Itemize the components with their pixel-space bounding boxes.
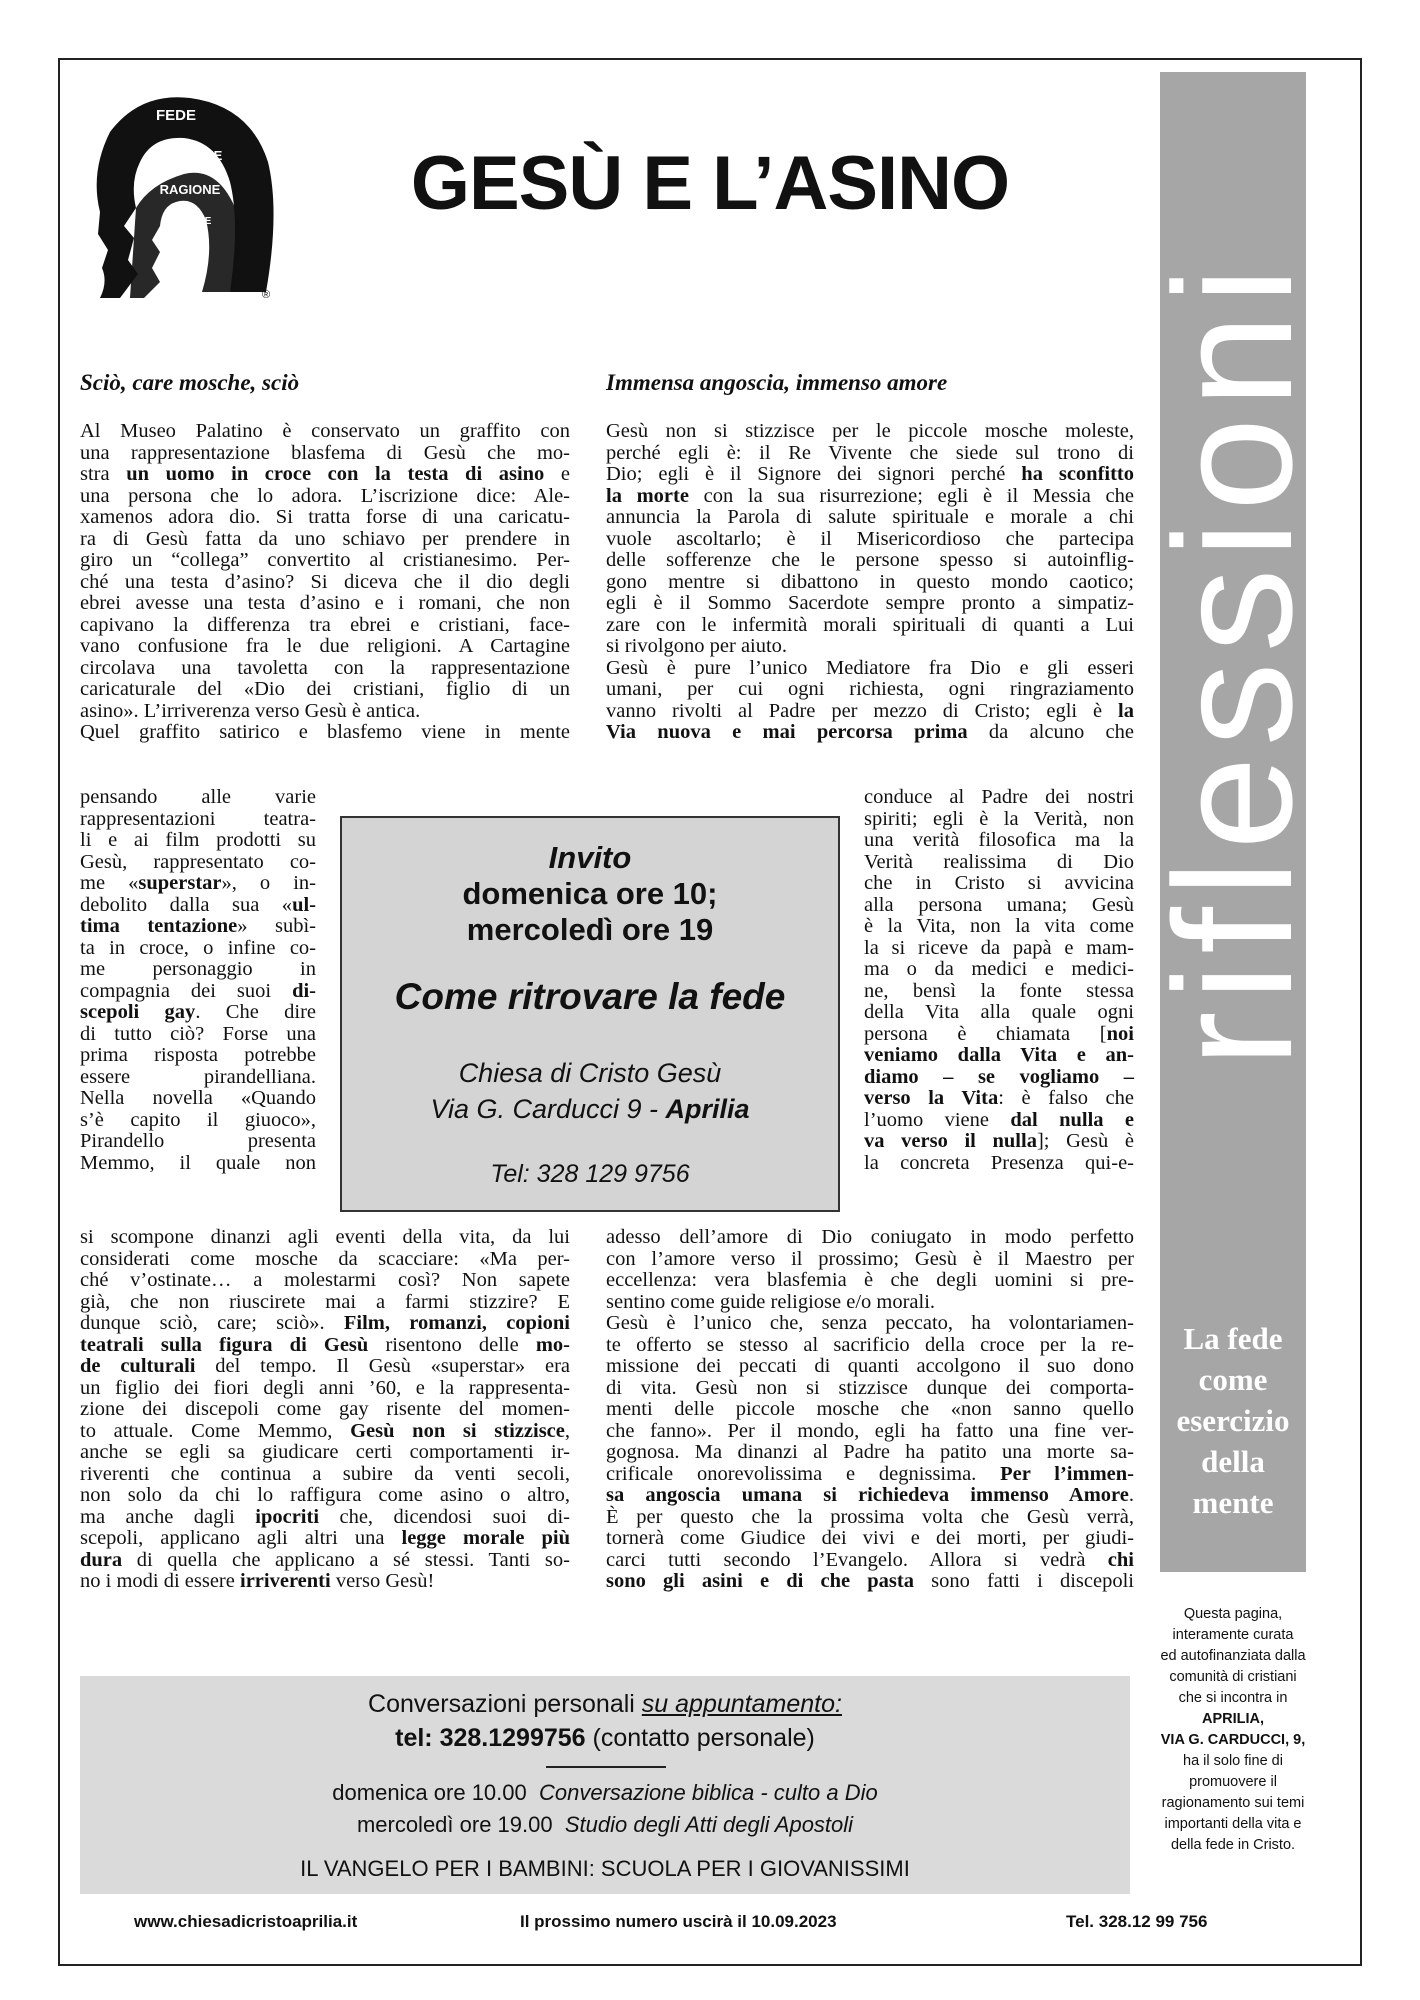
text-run: vanno rivolti al Padre per mezzo di Cristo; egli è <box>606 699 1119 722</box>
note-line: VIA G. CARDUCCI, 9, <box>1160 1732 1306 1748</box>
text-run: . <box>1128 1484 1134 1506</box>
text-run: persona è chiamata [ <box>864 1022 1107 1045</box>
text-line <box>80 1335 570 1357</box>
text-line: delle sofferenze che le persone spesso si autoinflig- <box>606 549 1134 571</box>
text-line: vuole ascoltarlo; è il Misericordioso che partecipa <box>606 527 1134 550</box>
text-line: circolava una tavoletta con la rappresentazione <box>80 656 570 679</box>
bold-run: va verso il nulla <box>864 1130 1037 1152</box>
text-run: risentono delle <box>368 1333 536 1356</box>
text-line <box>80 1507 570 1529</box>
right-article-heading: Immensa angoscia, immenso amore <box>606 370 948 395</box>
text-line: È per questo che la prossima volta che Gesù verrà, <box>606 1505 1134 1528</box>
text-line: Pirandello presenta <box>80 1130 316 1152</box>
footer-phone: Tel. 328.12 99 756 <box>1066 1912 1208 1931</box>
sidebar-vertical-word <box>1139 72 1327 1252</box>
text-run: dunque sciò, care; sciò». <box>80 1312 344 1334</box>
logo-word-4: FEDE <box>184 216 212 227</box>
right-article-narrow <box>864 787 1134 1174</box>
bold-run: sono gli asini e di che pasta <box>606 1570 914 1592</box>
note-line: Questa pagina, <box>1183 1606 1283 1622</box>
text-run: no i modi di essere <box>80 1570 240 1592</box>
text-line: zione dei discepoli come gay risente del momen- <box>80 1398 570 1420</box>
registered-mark: ® <box>261 289 271 301</box>
text-line <box>606 1464 1134 1486</box>
left-article-narrow <box>80 787 316 1174</box>
schedule-time: domenica ore 10.00 <box>332 1780 527 1805</box>
text-line: perché egli è: il Re Vivente che siede sul trono di <box>606 441 1134 464</box>
right-article-top <box>606 421 1134 744</box>
text-run: me « <box>80 872 139 894</box>
text-line: una verità filosofica ma la <box>864 829 1134 851</box>
text-line: la concreta Presenza qui-e- <box>864 1151 1134 1174</box>
text-line <box>864 1088 1134 1110</box>
left-article-heading: Sciò, care mosche, sciò <box>80 370 300 395</box>
contact-phone: tel: 328.1299756 <box>395 1724 586 1752</box>
text-line: s’è capito il giuoco», <box>80 1108 316 1131</box>
text-run: to attuale. Come Memmo, <box>80 1419 351 1442</box>
bold-run: veniamo dalla Vita e an- <box>864 1044 1134 1066</box>
sidebar-note <box>1148 1604 1318 1856</box>
text-line <box>864 1024 1134 1046</box>
text-line: sentino come guide religiose e/o morali. <box>606 1290 936 1313</box>
bold-run: di- <box>292 979 316 1002</box>
sidebar-tagline <box>1160 1318 1306 1523</box>
bold-run: la <box>1118 699 1134 722</box>
text-run: crificale onorevolissima e degnissima. <box>606 1462 1001 1485</box>
bold-run: de culturali <box>80 1355 196 1377</box>
bold-run: verso la Vita <box>864 1087 999 1109</box>
text-line: spiriti; egli è la Verità, non <box>864 807 1134 830</box>
text-line: una rappresentazione blasfema di Gesù che mo- <box>80 441 570 464</box>
footer-next-issue: Il prossimo numero uscirà il 10.09.2023 <box>520 1912 837 1931</box>
text-line: me personaggio in <box>80 958 316 980</box>
logo-word-1: FEDE <box>155 107 197 124</box>
text-line: Gesù, rappresentato co- <box>80 850 316 873</box>
bold-run: un uomo in croce con la testa di asino <box>126 463 545 485</box>
text-line: Quel graffito satirico e blasfemo viene in mente <box>80 721 570 743</box>
schedule-desc: Studio degli Atti degli Apostoli <box>564 1812 854 1837</box>
text-line: li e ai film prodotti su <box>80 829 316 851</box>
text-line: di vita. Gesù non si stizzisce dunque dei comporta- <box>606 1376 1134 1399</box>
bold-run: diamo – se vogliamo – <box>864 1065 1134 1088</box>
bold-run: noi <box>1106 1022 1134 1045</box>
text-line: capivano la differenza tra ebrei e cristiani, face- <box>80 613 570 636</box>
text-line: una persona che lo adora. L’iscrizione dice: Ale- <box>80 484 570 507</box>
text-run: carci tutti secondo l’Evangelo. Allora si vedrà <box>606 1548 1108 1571</box>
bold-run: ha sconfitto <box>1021 463 1135 485</box>
text-line <box>864 1131 1134 1153</box>
text-line: ma o da medici e medici- <box>864 958 1134 980</box>
text-line <box>80 916 316 938</box>
contact-box <box>80 1676 1130 1894</box>
bold-run: ipocriti <box>255 1505 320 1528</box>
text-run: con la sua risurrezione; egli è il Messia che <box>688 484 1134 507</box>
text-line: gono mentre si dibattono in questo mondo caotico; <box>606 570 1134 593</box>
text-line: che fanno». Per il mondo, egli ha fatto una fine ver- <box>606 1419 1134 1442</box>
divider <box>546 1766 666 1768</box>
contact-note: (contatto personale) <box>585 1724 815 1752</box>
footer-website[interactable]: www.chiesadicristoaprilia.it <box>134 1912 358 1931</box>
bold-run: superstar <box>138 872 222 894</box>
text-run: », o in- <box>221 872 317 894</box>
text-line <box>864 1067 1134 1089</box>
bold-run: Via nuova e mai percorsa prima <box>606 721 968 743</box>
text-line: si rivolgono per aiuto. <box>606 635 788 657</box>
text-line: riverenti che continua a subire da venti secoli, <box>80 1462 570 1485</box>
schedule-time: mercoledì ore 19.00 <box>356 1812 553 1837</box>
note-line: ha il solo fine di <box>1183 1753 1283 1769</box>
text-line: zare con le infermità morali spirituali di quanti a Lui <box>606 613 1134 636</box>
text-line: è la Vita, non la vita come <box>864 915 1134 937</box>
text-line: considerati come mosche da scacciare: «Ma per- <box>80 1247 570 1270</box>
text-run: scepoli, applicano agli altri una <box>80 1527 402 1549</box>
text-line: essere pirandelliana. <box>80 1065 316 1088</box>
text-line: umani, per cui ogni richiesta, ogni ringraziamento <box>606 678 1134 700</box>
text-line: Gesù non si stizzisce per le piccole mosche moleste, <box>606 420 1134 442</box>
text-line <box>606 464 1134 486</box>
note-line: della fede in Cristo. <box>1170 1837 1296 1853</box>
text-line: non solo da chi lo raffigura come asino o altro, <box>80 1484 570 1506</box>
text-line: ché una testa d’asino? Si diceva che il dio degli <box>80 570 570 593</box>
text-run: l’uomo viene <box>864 1108 1011 1131</box>
tagline-line: mente <box>1192 1485 1274 1520</box>
text-line <box>80 1550 570 1572</box>
text-line: menti delle piccole mosche che «non sanno quello <box>606 1398 1134 1420</box>
bold-run: teatrali sulla figura di Gesù <box>80 1333 369 1356</box>
text-line: egli è il Sommo Sacerdote sempre pronto a simpatiz- <box>606 592 1134 614</box>
note-line: promuovere il <box>1189 1774 1277 1790</box>
text-line <box>606 722 1134 744</box>
text-line <box>80 1528 570 1550</box>
bold-run: chi <box>1107 1548 1134 1571</box>
bold-run: dal nulla e <box>1010 1108 1134 1131</box>
text-line <box>606 486 1134 508</box>
bold-run: tima tentazione <box>80 915 238 937</box>
invite-phone: Tel: 328 129 9756 <box>490 1160 690 1188</box>
bold-run: mo- <box>535 1333 570 1356</box>
text-run: stra <box>80 463 127 485</box>
text-line: pensando alle varie <box>80 786 316 808</box>
logo-icon <box>80 92 280 302</box>
text-run: Dio; egli è il Signore dei signori perché <box>606 463 1022 485</box>
text-line: ta in croce, o infine co- <box>80 936 316 959</box>
text-line: della Vita alla quale ogni <box>864 1001 1134 1023</box>
contact-line-1 <box>80 1690 1130 1719</box>
text-line: alla persona umana; Gesù <box>864 893 1134 916</box>
text-line: Verità realissima di Dio <box>864 850 1134 873</box>
invite-label: Invito <box>548 840 632 875</box>
schedule-desc: Conversazione biblica - culto a Dio <box>538 1780 878 1805</box>
invite-schedule-wednesday: mercoledì ore 19 <box>466 912 714 947</box>
text-line <box>606 1485 1134 1507</box>
kids-school: IL VANGELO PER I BAMBINI: SCUOLA PER I GIOVANISSIMI <box>300 1856 910 1881</box>
text-line: di tutto ciò? Forse una <box>80 1022 316 1045</box>
text-line: anche se egli sa giudicare certi comportamenti ir- <box>80 1441 570 1463</box>
bold-run: Per l’immen- <box>1000 1462 1134 1485</box>
invite-city: Aprilia <box>665 1094 750 1124</box>
text-line: eccellenza: vera blasfemia è che degli uomini si pre- <box>606 1269 1134 1291</box>
text-line: ra di Gesù fatta da uno schiavo per prendere in <box>80 527 570 550</box>
vertical-word-text: riflessioni <box>1139 256 1327 1068</box>
text-line: ché v’ostinate… a molestarmi così? Non sapete <box>80 1269 570 1291</box>
text-line: che in Cristo si avvicina <box>864 872 1134 894</box>
text-line: rappresentazioni teatra- <box>80 807 316 830</box>
text-line <box>80 895 316 917</box>
text-line: conduce al Padre dei nostri <box>864 786 1134 808</box>
text-line: adesso dell’amore di Dio coniugato in modo perfetto <box>606 1226 1134 1248</box>
text-line: Gesù è pure l’unico Mediatore fra Dio e gli esseri <box>606 656 1134 679</box>
bold-run: sa angoscia umana si richiedeva immenso Amore <box>606 1484 1129 1506</box>
text-line: Al Museo Palatino è conservato un graffito con <box>80 420 570 442</box>
logo-word-2: RAGIONE <box>161 148 223 163</box>
invite-box <box>340 816 840 1212</box>
text-line: xamenos adora dio. Si tratta forse di una caricatu- <box>80 506 570 528</box>
text-run: verso Gesù! <box>330 1570 435 1592</box>
tagline-line: come <box>1198 1362 1268 1397</box>
text-line: gognosa. Ma dinanzi al Padre ha patito una morte sa- <box>606 1441 1134 1463</box>
text-line <box>80 1421 570 1443</box>
text-line: asino». L’irriverenza verso Gesù è antica. <box>80 699 421 722</box>
text-line <box>864 1110 1134 1132</box>
note-line: importanti della vita e <box>1164 1816 1302 1832</box>
bold-run: scepoli gay <box>80 1001 196 1023</box>
invite-address <box>342 1094 838 1125</box>
text-run: . Che dire <box>195 1001 316 1023</box>
text-line <box>80 1002 316 1024</box>
text-line <box>80 1571 570 1593</box>
text-line: missione dei peccati di quanti accolgono il suo dono <box>606 1355 1134 1377</box>
note-line: interamente curata <box>1172 1627 1294 1643</box>
invite-street: Via G. Carducci 9 - <box>430 1094 666 1124</box>
note-line: APRILIA, <box>1201 1711 1265 1727</box>
text-line: vano confusione fra le due religioni. A Cartagine <box>80 635 570 657</box>
text-run: del tempo. Il Gesù «superstar» era <box>195 1355 570 1377</box>
text-run: » subì- <box>237 915 317 937</box>
schedule-wednesday <box>80 1812 1130 1838</box>
text-line: annuncia la Parola di salute spirituale e morale a chi <box>606 506 1134 528</box>
text-run: e <box>544 463 570 485</box>
text-run: che, dicendosi suoi di- <box>319 1505 570 1528</box>
text-line: Memmo, il quale non <box>80 1151 316 1174</box>
left-article-top <box>80 421 570 744</box>
invite-church: Chiesa di Cristo Gesù <box>458 1058 722 1088</box>
text-line: la si riceve da papà e mam- <box>864 936 1134 959</box>
bold-run: dura <box>80 1548 123 1571</box>
text-run: ma anche dagli <box>80 1505 256 1528</box>
text-line: già, che non riuscirete mai a farmi stizzire? E <box>80 1290 570 1313</box>
text-run: : è falso che <box>998 1087 1134 1109</box>
bold-run: irriverenti <box>240 1570 331 1592</box>
text-line: giro un “collega” convertito al cristianesimo. Per- <box>80 549 570 571</box>
bold-run: la morte <box>606 484 689 507</box>
text-line <box>606 1550 1134 1572</box>
bold-run: Film, romanzi, copioni <box>343 1312 570 1334</box>
text-line: tornerà come Giudice dei vivi e dei morti, per giudi- <box>606 1527 1134 1549</box>
tagline-line: esercizio <box>1176 1403 1290 1438</box>
text-line: caricaturale del «Dio dei cristiani, figlio di un <box>80 678 570 700</box>
text-run: compagnia dei suoi <box>80 979 293 1002</box>
left-article-bottom <box>80 1227 570 1593</box>
text-run: ]; Gesù è <box>1036 1130 1134 1152</box>
text-run: da alcuno che <box>967 721 1134 743</box>
text-line <box>80 464 570 486</box>
contact-text: Conversazioni personali <box>368 1690 642 1718</box>
page-title: GESÙ E L’ASINO <box>410 141 1010 226</box>
bold-run: ul- <box>292 893 316 916</box>
text-line <box>606 701 1134 723</box>
text-line: Gesù è l’unico che, senza peccato, ha volontariamen- <box>606 1312 1134 1334</box>
contact-line-2 <box>80 1724 1130 1753</box>
text-line: ne, bensì la fonte stessa <box>864 979 1134 1002</box>
text-line <box>80 981 316 1003</box>
text-line <box>80 1356 570 1378</box>
text-line <box>864 1045 1134 1067</box>
bold-run: legge morale più <box>401 1527 570 1549</box>
text-line: prima risposta potrebbe <box>80 1044 316 1066</box>
text-run: di quella che applicano a sé stessi. Tanti so- <box>122 1548 570 1571</box>
invite-event-title: Come ritrovare la fede <box>394 976 786 1017</box>
right-article-bottom <box>606 1227 1134 1593</box>
text-line <box>606 1571 1134 1593</box>
note-line: che si incontra in <box>1178 1690 1288 1706</box>
note-line: comunità di cristiani <box>1169 1669 1297 1685</box>
text-line: con l’amore verso il prossimo; Gesù è il Maestro per <box>606 1247 1134 1270</box>
text-line: ebrei avesse una testa d’asino e i romani, che non <box>80 592 570 614</box>
text-line: un figlio dei fiori degli anni ’60, e la rappresenta- <box>80 1376 570 1399</box>
tagline-line: La fede <box>1183 1321 1283 1356</box>
invite-schedule-sunday: domenica ore 10; <box>462 876 718 911</box>
text-line: Nella novella «Quando <box>80 1087 316 1109</box>
text-line <box>80 1313 570 1335</box>
bold-run: Gesù non si stizzisce <box>350 1419 565 1442</box>
note-line: ragionamento sui temi <box>1161 1795 1305 1811</box>
text-run: sono fatti i discepoli <box>913 1570 1135 1592</box>
schedule-sunday <box>80 1780 1130 1806</box>
contact-appointment: su appuntamento: <box>641 1690 842 1718</box>
logo-word-3: RAGIONE <box>159 182 221 197</box>
text-line <box>80 873 316 895</box>
text-run: , <box>564 1419 571 1442</box>
text-line: te offerto se stesso al sacrificio della croce per la re- <box>606 1333 1134 1356</box>
tagline-line: della <box>1201 1444 1265 1479</box>
text-line: si scompone dinanzi agli eventi della vita, da lui <box>80 1226 570 1248</box>
text-run: debolito dalla sua « <box>80 893 293 916</box>
note-line: ed autofinanziata dalla <box>1160 1648 1306 1664</box>
